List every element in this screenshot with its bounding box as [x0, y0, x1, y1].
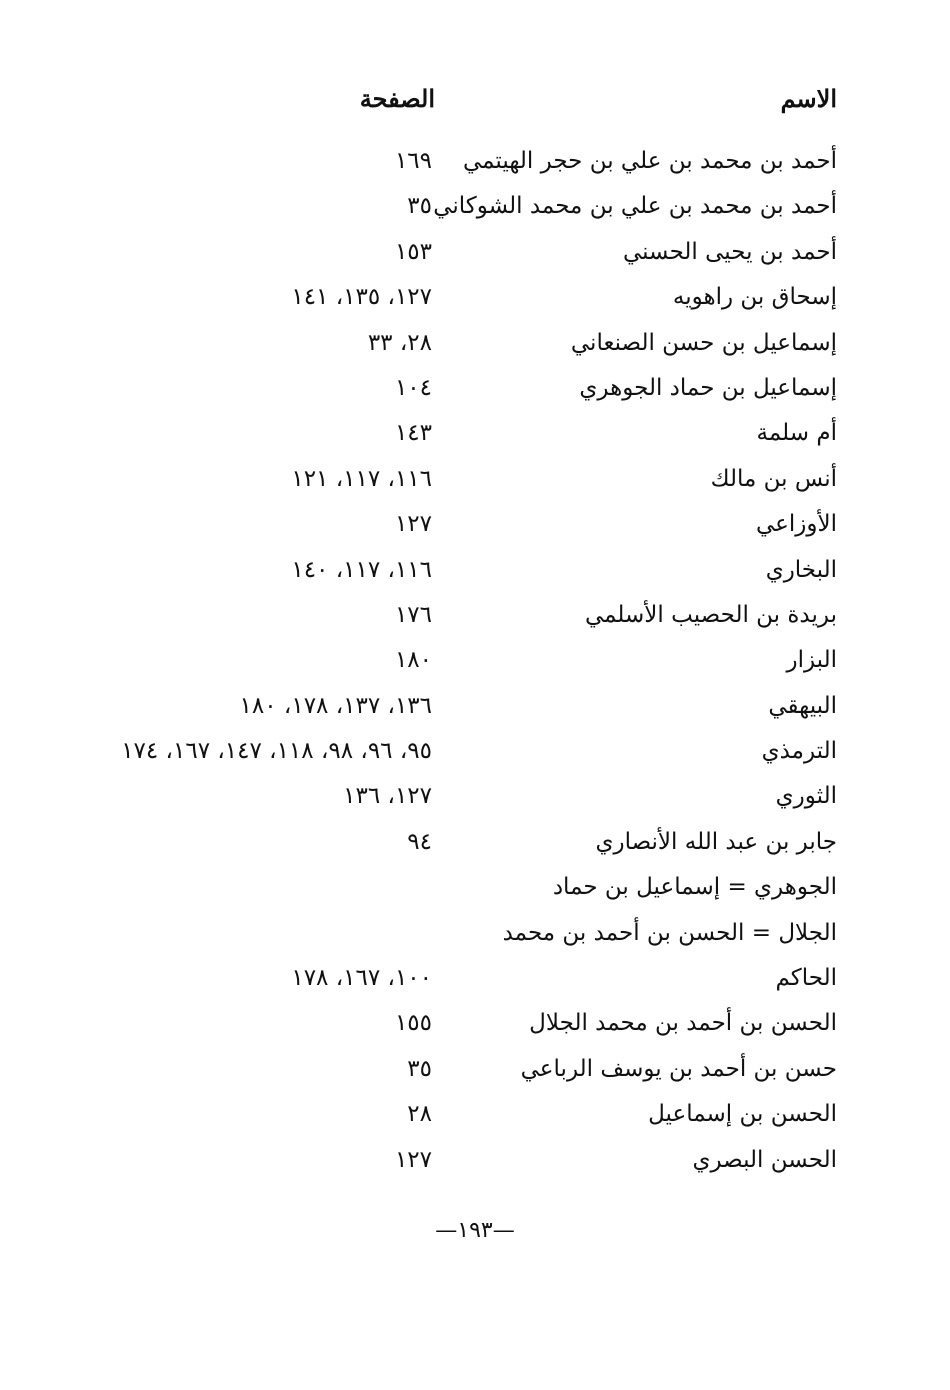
- entry-pages: ١٢٧: [394, 1146, 432, 1173]
- index-entry: [0, 278, 950, 323]
- entry-name: الحسن بن إسماعيل: [648, 1101, 837, 1128]
- entry-pages: ١١٦، ١١٧، ١٢١: [291, 465, 432, 492]
- entry-pages: ١٢٧، ١٣٦: [343, 783, 432, 810]
- entry-name: حسن بن أحمد بن يوسف الرباعي: [520, 1055, 837, 1082]
- index-entry: [0, 823, 950, 868]
- entry-pages: ١٠٠، ١٦٧، ١٧٨: [291, 965, 432, 992]
- page-number: —١٩٣—: [435, 1218, 515, 1243]
- entry-name: البيهقي: [768, 692, 837, 719]
- entry-pages: ١٨٠: [394, 647, 432, 674]
- entry-pages: ١٦٩: [394, 148, 432, 174]
- entry-name: أحمد بن محمد بن علي بن حجر الهيتمي: [462, 148, 837, 174]
- entry-pages: ١٧٦: [394, 601, 432, 628]
- index-entry: [0, 142, 950, 187]
- entry-name: إسماعيل بن حسن الصنعاني: [570, 329, 837, 356]
- entry-name: أحمد بن محمد بن علي بن محمد الشوكاني: [433, 193, 837, 220]
- column-header-page: الصفحة: [359, 84, 435, 113]
- entry-name: الثوري: [775, 783, 837, 810]
- entry-name: الحاكم: [775, 965, 837, 992]
- entry-pages: ١٣٦، ١٣٧، ١٧٨، ١٨٠: [239, 692, 432, 719]
- index-entry: [0, 1004, 950, 1049]
- index-entry: [0, 959, 950, 1004]
- entry-name: بريدة بن الحصيب الأسلمي: [584, 601, 837, 628]
- entry-name: البخاري: [765, 556, 837, 583]
- entry-pages: ١٥٥: [394, 1010, 432, 1037]
- index-entry: [0, 324, 950, 369]
- index-entry: [0, 233, 950, 278]
- index-entry: [0, 1050, 950, 1095]
- entry-name: الجلال = الحسن بن أحمد بن محمد: [502, 919, 837, 946]
- entry-name: الجوهري = إسماعيل بن حماد: [552, 874, 837, 901]
- entry-name: أم سلمة: [756, 420, 837, 447]
- index-entry: [0, 596, 950, 641]
- entry-pages: ١٠٤: [394, 374, 432, 401]
- index-entry: [0, 868, 950, 913]
- entry-name: الحسن بن أحمد بن محمد الجلال: [529, 1010, 837, 1037]
- entry-pages: ٢٨: [407, 1101, 432, 1128]
- entry-pages: ٢٨، ٣٣: [367, 329, 432, 356]
- entry-pages: ٩٤: [407, 828, 432, 855]
- entry-pages: ٩٥، ٩٦، ٩٨، ١١٨، ١٤٧، ١٦٧، ١٧٤: [121, 738, 432, 765]
- column-header-name: الاسم: [780, 84, 837, 113]
- entry-pages: ١٢٧: [394, 511, 432, 538]
- entry-pages: ٣٥: [407, 193, 432, 220]
- entry-name: الأوزاعي: [755, 511, 837, 538]
- index-entry: [0, 641, 950, 686]
- index-entry: [0, 551, 950, 596]
- index-entry: [0, 732, 950, 777]
- entry-name: الحسن البصري: [692, 1146, 837, 1173]
- entry-name: أحمد بن يحيى الحسني: [622, 238, 837, 265]
- entry-pages: ١٤٣: [394, 420, 432, 447]
- index-entry: [0, 1095, 950, 1140]
- entry-name: إسماعيل بن حماد الجوهري: [579, 374, 837, 401]
- entry-name: البزار: [786, 647, 837, 674]
- index-entry: [0, 369, 950, 414]
- entry-name: أنس بن مالك: [710, 465, 837, 492]
- index-entry: [0, 187, 950, 232]
- index-entry: [0, 914, 950, 959]
- entry-name: الترمذي: [761, 738, 837, 765]
- index-entry: [0, 460, 950, 505]
- entry-pages: ١٢٧، ١٣٥، ١٤١: [291, 284, 432, 311]
- entry-name: إسحاق بن راهويه: [672, 284, 837, 311]
- index-entry: [0, 1141, 950, 1186]
- entry-pages: ٣٥: [407, 1055, 432, 1082]
- index-entry: [0, 777, 950, 822]
- entry-pages: ١٥٣: [394, 238, 432, 265]
- index-entry: [0, 687, 950, 732]
- index-list: [0, 142, 950, 1186]
- entry-name: جابر بن عبد الله الأنصاري: [595, 828, 837, 855]
- entry-pages: ١١٦، ١١٧، ١٤٠: [291, 556, 432, 583]
- index-entry: [0, 505, 950, 550]
- index-entry: [0, 414, 950, 459]
